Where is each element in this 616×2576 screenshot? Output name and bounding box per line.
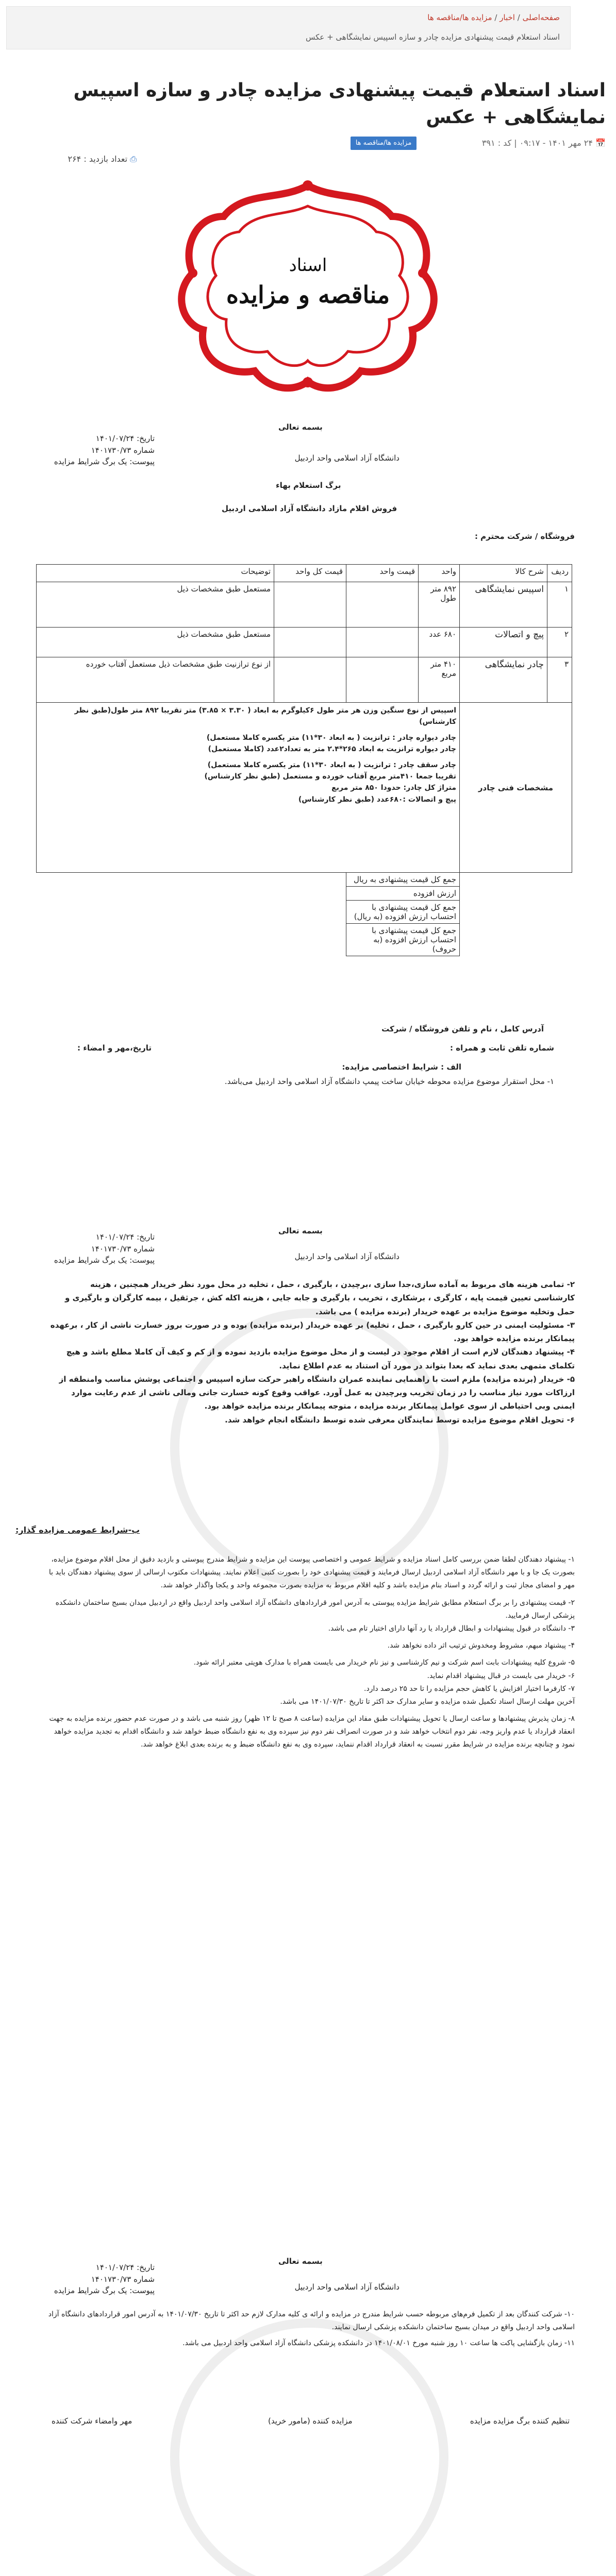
header-cell: ردیف: [547, 565, 572, 582]
visits-value: ۲۶۴: [68, 154, 81, 164]
signature-participant: مهر وامضاء شرکت کننده: [52, 2416, 132, 2426]
doc-date: تاریخ: ۱۴۰۱/۰۷/۲۴: [95, 2263, 155, 2272]
condition-item: ۳- دانشگاه در قبول پیشنهادات و ابطال قرارداد یا رد آنها دارای اختیار تام می باشد.: [328, 1624, 575, 1633]
items-table: [36, 564, 572, 956]
row-number: ۲: [547, 628, 572, 657]
form-title: برگ استعلام بهاء: [276, 481, 341, 490]
breadcrumb-links: [427, 13, 560, 22]
table-row: [37, 582, 572, 628]
row-unit: ۶۸۰ عدد: [419, 628, 460, 657]
condition-item: ۱۱- زمان بازگشایی پاکت ها ساعت ۱۰ روز شنبه مورخ ۱۴۰۱/۰۸/۰۱ در دانشکده پزشکی دانشگاه آزاد اسلامی واحد اردبیل می باشد.: [182, 2339, 575, 2348]
condition-item: ۷- کارفرما اختیار افزایش یا کاهش حجم مزایده را تا حد ۲۵ درصد دارد.: [364, 1684, 575, 1693]
spec-line: چادر سقف چادر : ترانزیت ( به ابعاد ۳۰*۱۱) متر یکسره کاملا مستعمل): [207, 760, 456, 769]
header-cell: قیمت واحد: [346, 565, 419, 582]
spec-label: مشخصات فنی چادر: [460, 703, 572, 873]
table-row: [37, 628, 572, 657]
header-cell: توضیحات: [37, 565, 274, 582]
category-tag[interactable]: مزایده ها/مناقصه ها: [351, 137, 417, 150]
condition-item: ۲- قیمت پیشنهادی را بر برگ استعلام مطابق شرایط مزایده پیوستی به آدرس امور قراردادهای دانشگاه آزاد اسلامی واحد اردبیل واقع در اردبیل میدان بسیج ساختمان دانشکده پزشکی ارسال فرمایید.: [55, 1598, 575, 1620]
logo-line1: اسناد: [289, 255, 327, 276]
header-reference: [52, 1231, 155, 1266]
condition-item: ۸- زمان پذیرش پیشنهادها و ساعت ارسال یا تحویل پیشنهادات طبق مفاد این مزایده (ساعت ۸ صبح تا ۱۲ ظهر) روز شنبه می باشد و در صورت عدم حضور برنده مزایده به جهت انعقاد قرارداد یا عدم واریز وجه، نفر دوم انتخاب خواهد شد و در صورت انصراف نفر دوم نیز سپرده وی به نفع دانشگاه ضبط خواهد شد و دانشگاه اقدام به تجدید مزایده خواهد نمود و چنانچه برنده مزایده در شرایط مقرر نسبت به انعقاد قرارداد اقدام ننماید، سپرده وی به نفع دانشگاه ضبط و به برنده بعدی ابلاغ خواهد شد.: [49, 1715, 575, 1749]
row-total: [274, 657, 346, 703]
condition-item: ۶- خریدار می بایست در قبال پیشنهاد اقدام نماید.: [427, 1671, 575, 1680]
summary-label: جمع کل قیمت پیشنهادی با احتساب ارزش افزوده (به حروف): [346, 924, 460, 956]
summary-label: جمع کل قیمت پیشنهادی با احتساب ارزش افزوده (به ریال): [346, 901, 460, 924]
signature-preparer: تنظیم کننده برگ مزایده مزایده: [470, 2416, 570, 2426]
spec-line: چادر دیواره چادر : ترانزیت ( به ابعاد ۳۰*۱۱) متر یکسره کاملا مستعمل): [206, 733, 456, 742]
signature-purchaser: مزایده کننده (مامور خرید): [268, 2416, 353, 2426]
condition-item: ۵- خریدار (برنده مزایده) ملزم است با راهنمایی نماینده عمران دانشگاه راهبر حرکت سازه اسپیس و اجتماعی پوشش مناسب وامنطقه از ارزاکات مورد نیاز مناسب را در زمان تخریب وبرچیدن به عمل آورد. عواقب وقوع کونه خسارت جانی ومالی ناشی از عدم رعایت موارد ایمنی وبی احتیاطی از سوی عوامل پیمانکار برنده مزایده ، متوجه پیمانکار برنده مزایده خواهد بود.: [59, 1374, 575, 1411]
row-unit: ۸۹۲ متر طول: [419, 582, 460, 628]
stamp-label: تاریخ،مهر و امضاء :: [77, 1043, 152, 1053]
row-price: [346, 582, 419, 628]
condition-item: ۲- تمامی هزینه های مربوط به آماده سازی،جدا سازی ،برچیدن ، بارگیری ، حمل ، تخلیه در محل مورد نظر خریدار همچنین ، هزینه کارشناسی تعیین قیمت پایه ، کارگری ، برشکاری ، تخریب ، بارگیری و جابه جایی ، هزینه اکله کش ، جرثقیل ، بیمه کارگران و بارگیری و حمل وتخلیه موضوع مزایده بر عهده خریدار (برنده مزایده ) می باشد.: [65, 1280, 575, 1316]
article-date: ۲۴ مهر ۱۴۰۱: [548, 138, 593, 148]
row-number: ۳: [547, 657, 572, 703]
breadcrumb-separator: /: [492, 13, 497, 22]
row-note: مستعمل طبق مشخصات ذیل: [37, 628, 274, 657]
row-note: مستعمل طبق مشخصات ذیل: [37, 582, 274, 628]
document-page-1: [0, 412, 616, 1086]
condition-item: آخرین مهلت ارسال اسناد تکمیل شده مزایده و سایر مدارک حد اکثر تا تاریخ ۱۴۰۱/۰۷/۳۰ می باشد.: [280, 1697, 575, 1706]
header-confidential: بسمه تعالی: [278, 422, 323, 432]
article-meta: 📅 ۲۴ مهر ۱۴۰۱ - ۰۹:۱۷ | کد : ۳۹۱: [481, 138, 606, 148]
condition-item: ۵- شروع کلیه پیشنهادات بابت اسم شرکت و نیم کارشناسی و نیز نام خریدار می بایست همراه با مدارک هویتی معتبر ارائه شود.: [193, 1658, 575, 1667]
page-title: اسناد استعلام قیمت پیشنهادی مزایده چادر و سازه اسپیس نمایشگاهی + عکس: [73, 80, 606, 128]
doc-date: تاریخ: ۱۴۰۱/۰۷/۲۴: [95, 1232, 155, 1242]
doc-attachment: پیوست: یک برگ شرایط مزایده: [54, 2286, 155, 2295]
row-description: اسپیس نمایشگاهی: [460, 582, 547, 628]
breadcrumb-auctions-link[interactable]: مزایده ها/مناقصه ها: [427, 13, 492, 22]
breadcrumb-current: اسناد استعلام قیمت پیشنهادی مزایده چادر و سازه اسپیس نمایشگاهی + عکس: [305, 32, 560, 42]
row-total: [274, 582, 346, 628]
header-confidential: بسمه تعالی: [278, 2257, 323, 2266]
doc-number: شماره ۱۴۰۱۷۳۰/۷۳: [91, 2274, 155, 2284]
row-description: چادر نمایشگاهی: [460, 657, 547, 703]
condition-item: ۳- مسئولیت ایمنی در حین کارو بارگیری ، حمل ، تخلیه) بر عهده خریدار (برنده مزایده) بوده و در صورت بروز خسارت ناشی از کار ، برعهده پیمانکار برنده مزایده خواهد بود.: [50, 1320, 575, 1343]
watermark-logo: [170, 2318, 448, 2576]
breadcrumb-news-link[interactable]: اخبار: [500, 13, 515, 22]
condition-item: ۴- پیشنهاد مبهم، مشروط ومخدوش ترتیب اثر داده نخواهد شد.: [387, 1641, 575, 1650]
doc-attachment: پیوست: یک برگ شرایط مزایده: [54, 1256, 155, 1265]
condition-item: ۱۰- شرکت کنندگان بعد از تکمیل فرم‌های مربوطه حسب شرایط مندرج در مزایده و ارائه ی کلیه مدارک لازم حد اکثر تا تاریخ ۱۴۰۱/۰۷/۳۰ به آدرس امور قراردادهای دانشگاه آزاد اسلامی واحد اردبیل واقع در میدان بسیج ساختمان دانشکده پزشکی ارسال نمایند.: [48, 2310, 575, 2332]
spec-line: اسپیس از نوع سنگین وزن هر متر طول ۶کیلوگرم به ابعاد ( ۳.۳۰ × ۳.۸۵) متر تقریبا ۸۹۲ متر طول(طبق نظر کارشناس): [74, 706, 456, 726]
row-description: پیچ و اتصالات: [460, 628, 547, 657]
doc-number: شماره ۱۴۰۱۷۳۰/۷۳: [91, 1244, 155, 1253]
breadcrumb: [6, 6, 571, 49]
customer-label: فروشگاه / شرکت محترم :: [474, 532, 575, 541]
visit-count: [68, 154, 137, 164]
print-icon[interactable]: ⎙: [130, 154, 137, 164]
summary-row: [37, 924, 572, 956]
form-subject: فروش اقلام مازاد دانشگاه آزاد اسلامی اردبیل: [222, 504, 397, 513]
table-header-row: [37, 565, 572, 582]
summary-row: [37, 901, 572, 924]
condition-item: ۶- تحویل اقلام موضوع مزایده توسط نمایندگان معرفی شده توسط دانشگاه انجام خواهد شد.: [225, 1415, 575, 1425]
spec-line: تقریبا جمعا ۴۱۰متر مربع آفتاب خورده و مستعمل (طبق نظر کارشناس): [204, 772, 456, 781]
summary-row: [37, 873, 572, 887]
university-name: دانشگاه آزاد اسلامی واحد اردبیل: [294, 1252, 399, 1261]
condition-a1: ۱- محل استقرار موضوع مزایده محوطه خیابان ساخت پیمپ دانشگاه آزاد اسلامی واحد اردبیل می‌باشد.: [224, 1077, 554, 1086]
header-cell: واحد: [419, 565, 460, 582]
article-code: ۳۹۱: [481, 138, 495, 148]
article-code-label: کد :: [497, 138, 512, 148]
tender-logo: [155, 170, 461, 402]
spec-line: متراژ کل چادر: حدودا ۸۵۰ متر مربع: [331, 784, 456, 792]
university-name: دانشگاه آزاد اسلامی واحد اردبیل: [294, 2282, 399, 2292]
logo-line2: مناقصه و مزایده: [226, 281, 390, 309]
document-page-2: [0, 1216, 616, 1989]
spec-line: پیچ و اتصالات :۶۸۰عدد (طبق نظر کارشناس): [298, 795, 456, 804]
summary-row: [37, 887, 572, 901]
breadcrumb-home-link[interactable]: صفحه‌اصلی: [522, 13, 560, 22]
address-label: آدرس کامل ، نام و تلفن فروشگاه / شرکت: [381, 1024, 544, 1033]
university-name: دانشگاه آزاد اسلامی واحد اردبیل: [294, 453, 399, 463]
doc-attachment: پیوست: یک برگ شرایط مزایده: [54, 457, 155, 466]
header-reference: [52, 433, 155, 468]
conditions-list: [49, 1278, 575, 1427]
article-time: ۰۹:۱۷: [519, 138, 540, 148]
section-b-title: ب-شرایط عمومی مزایده گذار:: [15, 1525, 140, 1535]
visits-label: تعداد بازدید :: [84, 154, 128, 164]
header-cell: شرح کالا: [460, 565, 547, 582]
phone-label: شماره تلفن ثابت و همراه :: [450, 1043, 554, 1053]
summary-label: ارزش افزوده: [346, 887, 460, 901]
row-unit: ۴۱۰ متر مربع: [419, 657, 460, 703]
calendar-icon: 📅: [595, 138, 606, 148]
condition-item: ۱- پیشنهاد دهندگان لطفا ضمن بررسی کامل اسناد مزایده و شرایط عمومی و اختصاصی پیوست این مزایده و شرایط مندرج پیوستی و بازدید دقیق از محل اقلام موضوع مزایده، بصورت یک جا و با مهر دانشگاه آزاد اسلامی اردبیل ارسال فرمایند و قیمت پیشنهادی خود را بصورت کتبی اعلام نمایند. پیشنهادات مکتوب ارسالی از سوی پیشنهاد دهندگان باید با مهر و امضای مجاز ثبت و ارائه گردد و اسناد بنام مزایده باشد و کلیه اقلام مربوط به مزایده بصورت مجموعه واحد و یکجا واگذار خواهد شد.: [48, 1555, 575, 1590]
summary-label: جمع کل قیمت پیشنهادی به ریال: [346, 873, 460, 887]
row-price: [346, 657, 419, 703]
section-a-title: الف : شرایط اختصاصی مزایده:: [342, 1062, 461, 1072]
breadcrumb-separator: /: [514, 13, 520, 22]
doc-date: تاریخ: ۱۴۰۱/۰۷/۲۴: [95, 434, 155, 443]
row-total: [274, 628, 346, 657]
spec-line: چادر دیواره ترانزیت به ابعاد ۲۶۵*۲.۴ متر به تعداد۲عدد (کاملا مستعمل): [208, 745, 456, 754]
row-price: [346, 628, 419, 657]
closing-conditions: [39, 2308, 575, 2350]
document-page-3: [0, 2246, 616, 2576]
header-cell: قیمت کل واحد: [274, 565, 346, 582]
header-reference: [52, 2262, 155, 2297]
header-confidential: بسمه تعالی: [278, 1226, 323, 1235]
general-conditions: [39, 1553, 575, 1752]
table-row: [37, 657, 572, 703]
row-number: ۱: [547, 582, 572, 628]
spec-text: [37, 703, 460, 873]
doc-number: شماره ۱۴۰۱۷۳۰/۷۳: [91, 445, 155, 455]
condition-item: ۴- پیشنهاد دهندگان لازم است از اقلام موجود در لیست و از محل موضوع مزایده بازدید نموده و از کم و کیف آن کاملا مطلع باشد و هیچ تکلمای متمهی بعدی نماید که بعدا بتواند در مورد آن استناد به عدم اطلاع نماید.: [66, 1347, 575, 1370]
row-note: از نوع ترازنیت طبق مشخصات ذیل مستعمل آفتاب خورده: [37, 657, 274, 703]
spec-row: [37, 703, 572, 873]
